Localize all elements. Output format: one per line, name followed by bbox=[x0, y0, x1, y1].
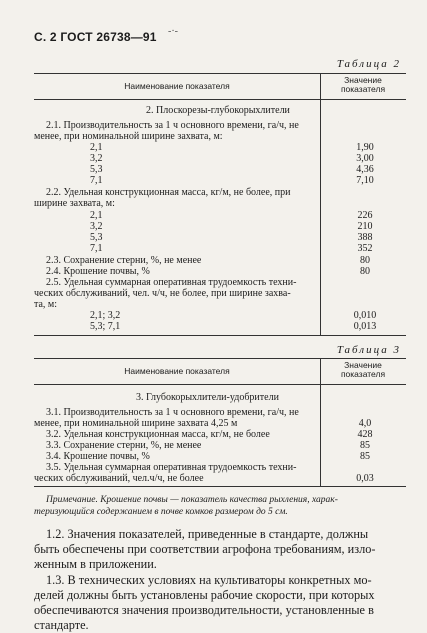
top-dashes: -·- bbox=[168, 26, 178, 37]
table3-section-title: 3. Глубокорыхлители-удобрители bbox=[136, 392, 279, 403]
table-row-value: 80 bbox=[360, 255, 370, 266]
table2-caption: Таблица 2 bbox=[336, 58, 401, 70]
table-row-text: 3.3. Сохранение стерни, %, не менее bbox=[46, 440, 202, 451]
paragraph-line: обеспечиваются значения производительности, установленные в bbox=[34, 603, 374, 617]
table-row-value: 85 bbox=[360, 451, 370, 462]
table-row-value: 210 bbox=[357, 221, 373, 232]
table3-column-divider bbox=[320, 384, 321, 486]
table-row-text: 5,3 bbox=[90, 232, 103, 243]
table3-header-bottom bbox=[34, 384, 406, 385]
table2-col1-header: Наименование показателя bbox=[124, 81, 230, 91]
table-row-text: менее, при номинальной ширине захвата 4,25 м bbox=[34, 418, 238, 429]
table3-col1-header: Наименование показателя bbox=[124, 366, 230, 376]
table-row-text: менее, при номинальной ширине захвата, м: bbox=[34, 131, 223, 142]
table-row-text: 3.2. Удельная конструкционная масса, кг/м, не более bbox=[46, 429, 270, 440]
table2-header-bottom bbox=[34, 99, 406, 100]
table2-col2-header: Значение показателя bbox=[340, 75, 386, 94]
paragraph-line: быть обеспечены при соответствии агрофона требованиям, изло- bbox=[34, 542, 376, 556]
table-row-value: 85 bbox=[360, 440, 370, 451]
table-row-text: ширине захвата, м: bbox=[34, 198, 115, 209]
table-row-text: 2.4. Крошение почвы, % bbox=[46, 266, 150, 277]
table-row-text: 3.4. Крошение почвы, % bbox=[46, 451, 150, 462]
table-row-value: 3,00 bbox=[356, 153, 374, 164]
table-row-value: 4,0 bbox=[358, 418, 372, 429]
table-row-value: 352 bbox=[357, 243, 373, 254]
table2-column-divider bbox=[320, 99, 321, 335]
table-row-text: 2.5. Удельная суммарная оперативная трудоемкость техни- bbox=[46, 277, 297, 288]
table-row-value: 1,90 bbox=[356, 142, 374, 153]
table3-caption: Таблица 3 bbox=[336, 344, 401, 356]
table-row-text: 3.5. Удельная суммарная оперативная трудоемкость техни- bbox=[46, 462, 297, 473]
table2-top-border bbox=[34, 73, 406, 74]
table-row-text: 7,1 bbox=[90, 175, 103, 186]
table-row-value: 7,10 bbox=[356, 175, 374, 186]
table-row-text: 2.2. Удельная конструкционная масса, кг/м, не более, при bbox=[46, 187, 291, 198]
table-row-text: 2,1 bbox=[90, 210, 103, 221]
table3-top-border bbox=[34, 358, 406, 359]
table-row-text: 5,3 bbox=[90, 164, 103, 175]
table-row-value: 0,013 bbox=[353, 321, 377, 332]
table-note-line2: теризующийся содержанием в почве комков размером до 5 см. bbox=[34, 507, 288, 517]
table-row-value: 0,010 bbox=[353, 310, 377, 321]
table-row-text: ческих обслуживаний, чел.ч/ч, не более bbox=[34, 473, 204, 484]
table-row-text: ческих обслуживаний, чел. ч/ч, не более, при ширине захва- bbox=[34, 288, 291, 299]
page-header: С. 2 ГОСТ 26738—91 bbox=[34, 30, 157, 44]
table2-section-title: 2. Плоскорезы-глубокорыхлители bbox=[146, 105, 290, 116]
table3-col2-header: Значение показателя bbox=[340, 360, 386, 379]
paragraph-line: женным в приложении. bbox=[34, 557, 157, 571]
table-row-value: 428 bbox=[357, 429, 373, 440]
table-row-text: 2.3. Сохранение стерни, %, не менее bbox=[46, 255, 202, 266]
table-row-text: 2.1. Производительность за 1 ч основного времени, га/ч, не bbox=[46, 120, 299, 131]
table-row-value: 0,03 bbox=[356, 473, 374, 484]
table-row-value: 226 bbox=[357, 210, 373, 221]
paragraph-line: стандарте. bbox=[34, 618, 89, 632]
table-row-value: 388 bbox=[357, 232, 373, 243]
table-row-text: 3,2 bbox=[90, 221, 103, 232]
table-row-text: 3.1. Производительность за 1 ч основного времени, га/ч, не bbox=[46, 407, 299, 418]
table-row-text: 2,1; 3,2 bbox=[90, 310, 121, 321]
table2-bottom-border bbox=[34, 335, 406, 336]
table-row-text: 3,2 bbox=[90, 153, 103, 164]
table-row-text: та, м: bbox=[34, 299, 58, 310]
table-row-text: 7,1 bbox=[90, 243, 103, 254]
table-row-text: 2,1 bbox=[90, 142, 103, 153]
table-note-line1: Примечание. Крошение почвы — показатель качества рыхления, харак- bbox=[46, 495, 338, 505]
table-row-value: 80 bbox=[360, 266, 370, 277]
table-row-text: 5,3; 7,1 bbox=[90, 321, 121, 332]
paragraph-line: 1.3. В технических условиях на культиваторы конкретных мо- bbox=[46, 573, 372, 587]
table3-bottom-border bbox=[34, 486, 406, 487]
paragraph-line: 1.2. Значения показателей, приведенные в стандарте, должны bbox=[46, 527, 369, 541]
paragraph-line: делей должны быть установлены рабочие скорости, при которых bbox=[34, 588, 375, 602]
table-row-value: 4,36 bbox=[356, 164, 374, 175]
